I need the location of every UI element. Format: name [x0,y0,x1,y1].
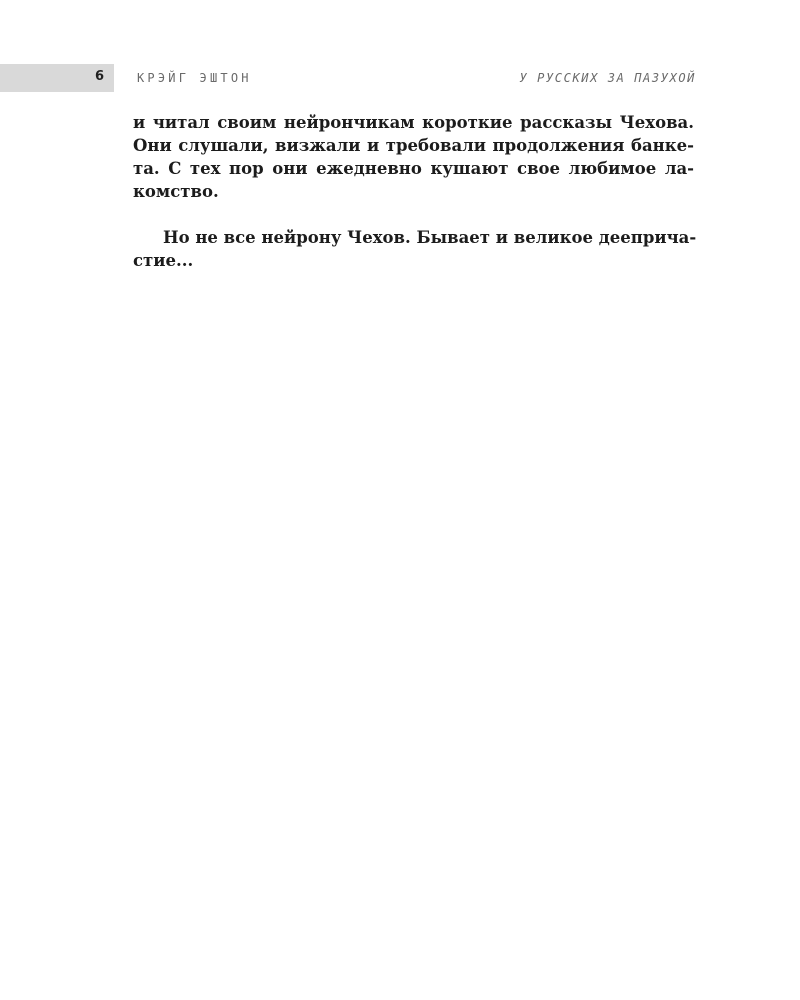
running-header-title: У РУССКИХ ЗА ПАЗУХОЙ [519,71,696,85]
text-line: и читал своим нейрончикам короткие рассказы Чехова. [133,113,694,132]
running-header-author: КРЭЙГ ЭШТОН [137,71,252,85]
text-line: Но не все нейрону Чехов. Бывает и великое дееприча- [163,228,697,247]
page-number-tab [0,64,114,92]
paragraph-2 [133,226,697,272]
paragraph-1 [133,111,694,203]
page-number: 6 [94,69,104,84]
body-text [133,111,697,272]
text-line: стие... [133,251,194,270]
text-line: та. С тех пор они ежедневно кушают свое любимое ла- [133,159,694,178]
text-line: комство. [133,182,219,201]
text-line: Они слушали, визжали и требовали продолжения банке- [133,136,694,155]
